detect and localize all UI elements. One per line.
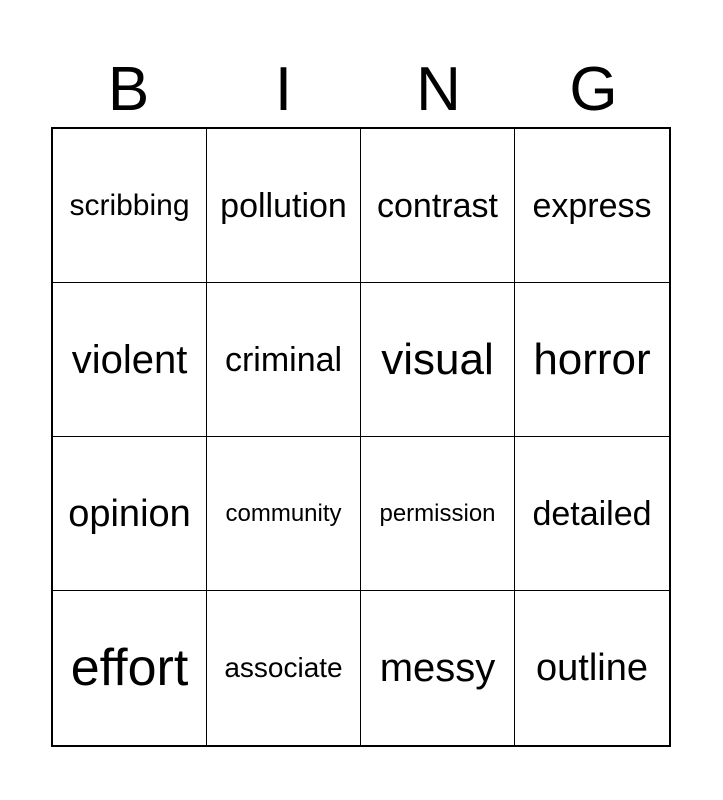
header-letter-b: B bbox=[107, 55, 150, 124]
bingo-cell-r4c3[interactable]: messy bbox=[361, 591, 515, 745]
bingo-cell-r3c2[interactable]: community bbox=[207, 437, 361, 591]
bingo-header bbox=[51, 52, 671, 128]
bingo-cell-r2c4[interactable]: horror bbox=[515, 283, 669, 437]
header-letter-i: I bbox=[274, 55, 293, 124]
bingo-cell-r1c2[interactable]: pollution bbox=[207, 129, 361, 283]
bingo-cell-r2c3[interactable]: visual bbox=[361, 283, 515, 437]
bingo-cell-r2c2[interactable]: criminal bbox=[207, 283, 361, 437]
bingo-cell-r2c1[interactable]: violent bbox=[53, 283, 207, 437]
bingo-cell-r4c2[interactable]: associate bbox=[207, 591, 361, 745]
bingo-cell-r1c3[interactable]: contrast bbox=[361, 129, 515, 283]
bingo-cell-r3c1[interactable]: opinion bbox=[53, 437, 207, 591]
bingo-cell-r3c4[interactable]: detailed bbox=[515, 437, 669, 591]
bingo-board bbox=[51, 127, 671, 747]
bingo-cell-r3c3[interactable]: permission bbox=[361, 437, 515, 591]
header-letter-g: G bbox=[569, 55, 618, 124]
bingo-cell-r4c4[interactable]: outline bbox=[536, 647, 648, 689]
bingo-cell-r1c1[interactable]: scribbing bbox=[53, 129, 207, 283]
header-letter-n: N bbox=[416, 55, 461, 124]
bingo-cell-r4c1[interactable]: effort bbox=[53, 591, 207, 745]
bingo-cell-r1c4[interactable]: express bbox=[515, 129, 669, 283]
